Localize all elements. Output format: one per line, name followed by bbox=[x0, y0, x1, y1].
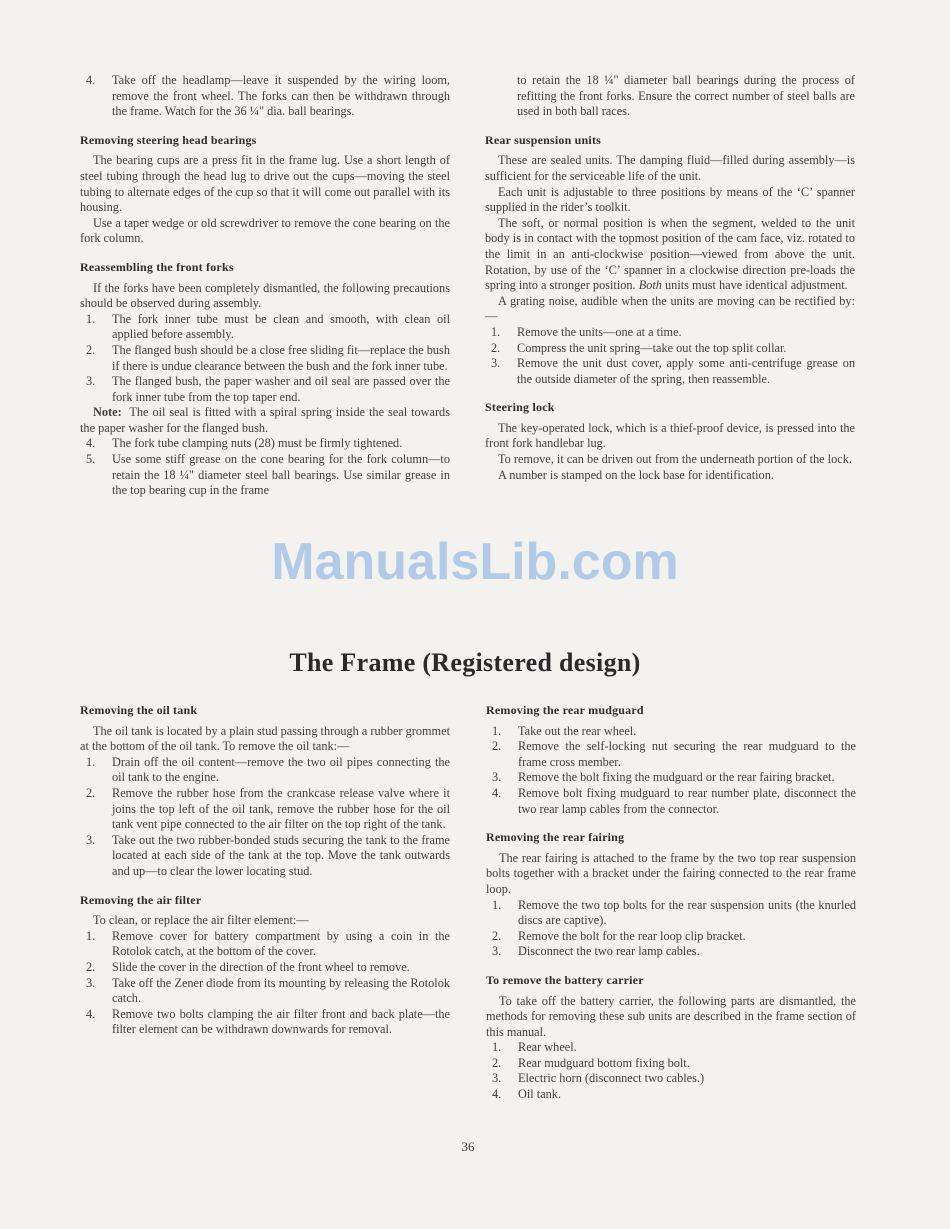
list-item bbox=[486, 724, 856, 740]
section-removing-rear-mudguard bbox=[486, 703, 856, 817]
paragraph: The rear fairing is attached to the frame by the two top rear suspension bolts together with a bracket under the fairing connected to the rear frame loop. bbox=[486, 850, 856, 896]
air-filter-steps bbox=[80, 929, 450, 1038]
item-number: 4. bbox=[86, 73, 96, 87]
section-heading: Steering lock bbox=[485, 400, 555, 415]
item-number: 3. bbox=[491, 356, 501, 371]
item-text: Oil tank. bbox=[518, 1087, 562, 1102]
item-number: 3. bbox=[86, 374, 96, 389]
item-text: Rear wheel. bbox=[518, 1040, 577, 1055]
item-number: 1. bbox=[492, 897, 502, 912]
list-item bbox=[485, 356, 855, 387]
list-item bbox=[80, 755, 450, 786]
paragraph: These are sealed units. The damping fluid—filled during assembly—is sufficient for the serviceable life of the unit. bbox=[485, 153, 855, 183]
item-text: The flanged bush, the paper washer and oil seal are passed over the fork inner tube from the top taper end. bbox=[112, 374, 450, 404]
list-item bbox=[486, 786, 856, 817]
item-number: 1. bbox=[492, 723, 502, 738]
note-label: Note: bbox=[93, 405, 122, 420]
page-number: 36 bbox=[461, 1139, 475, 1154]
paragraph: A grating noise, audible when the units are moving can be rectified by:— bbox=[485, 293, 855, 324]
list-item bbox=[80, 452, 450, 499]
section-heading: Removing the rear fairing bbox=[486, 830, 625, 845]
item-number: 4. bbox=[492, 785, 502, 800]
paragraph: The key-operated lock, which is a thief-proof device, is pressed into the front fork handlebar lug. bbox=[485, 420, 855, 451]
item-text: Take off the Zener diode from its mounting by releasing the Rotolok catch. bbox=[112, 975, 450, 1006]
note-text: The oil seal is fitted with a spiral spring inside the seal towards the paper washer for the flanged bush. bbox=[80, 405, 450, 435]
paragraph: Use a taper wedge or old screwdriver to remove the cone bearing on the fork column. bbox=[80, 215, 450, 246]
list-item bbox=[486, 1071, 856, 1087]
paragraph: The bearing cups are a press fit in the frame lug. Use a short length of steel tubing through the head lug to drive out the cups—moving the steel tubing to alternate edges of the cup so that it will come out parallel with its housing. bbox=[80, 153, 450, 215]
fork-step-list bbox=[80, 73, 450, 120]
list-item bbox=[80, 343, 450, 374]
list-item bbox=[486, 1056, 856, 1072]
item-text: Disconnect the two rear lamp cables. bbox=[518, 944, 700, 959]
item-text: Compress the unit spring—take out the top split collar. bbox=[517, 340, 787, 355]
section-heading: Reassembling the front forks bbox=[80, 259, 234, 274]
list-item bbox=[486, 898, 856, 929]
item-text: Take off the headlamp—leave it suspended by the wiring loom, remove the front wheel. The forks can then be withdrawn through the frame. Watch for the 36 ¼" dia. ball bearings. bbox=[112, 73, 450, 119]
item-number: 1. bbox=[86, 754, 96, 769]
rear-fairing-steps bbox=[486, 898, 856, 960]
watermark: ManualsLib.com bbox=[271, 533, 679, 591]
rectify-list bbox=[485, 325, 855, 387]
list-item bbox=[485, 325, 855, 341]
item-number: 2. bbox=[492, 1055, 502, 1070]
section-heading: To remove the battery carrier bbox=[486, 972, 644, 987]
paragraph: The oil tank is located by a plain stud passing through a rubber grommet at the bottom of the oil tank. To remove the oil tank:— bbox=[80, 723, 450, 754]
top-right-column bbox=[485, 73, 855, 496]
battery-carrier-parts bbox=[486, 1040, 856, 1102]
item-text: Remove cover for battery compartment by using a coin in the Rotolok catch, at the bottom of the cover. bbox=[112, 928, 450, 959]
item-number: 5. bbox=[86, 452, 96, 467]
item-text: Drain off the oil content—remove the two oil pipes connecting the oil tank to the engine. bbox=[112, 754, 450, 785]
list-item bbox=[80, 1007, 450, 1038]
text-span: The soft, or normal position is when the segment, welded to the unit body is in contact with the topmost position of the cam face, viz. rotated to the limit in an anti-clockwise position—viewed from above the unit. Rotation, by use of the ‘C’ spanner in a clockwise direction pre-loads the spring into a stronger position. bbox=[485, 215, 855, 293]
continued-text bbox=[485, 73, 855, 120]
item-text: The fork inner tube must be clean and smooth, with clean oil applied before assembly. bbox=[112, 311, 450, 342]
bottom-left-column bbox=[80, 703, 450, 1051]
item-number: 2. bbox=[492, 928, 502, 943]
item-number: 2. bbox=[86, 342, 96, 357]
precaution-list-continued bbox=[80, 436, 450, 498]
item-text: Take out the rear wheel. bbox=[518, 723, 637, 738]
section-steering-lock bbox=[485, 400, 855, 483]
precaution-list bbox=[80, 312, 450, 406]
item-text: Rear mudguard bottom fixing bolt. bbox=[518, 1055, 690, 1070]
section-heading: Rear suspension units bbox=[485, 132, 602, 147]
item-number: 2. bbox=[492, 739, 502, 754]
list-item bbox=[80, 786, 450, 833]
item-number: 2. bbox=[86, 959, 96, 974]
paragraph: Each unit is adjustable to three positions by means of the ‘C’ spanner supplied in the rider’s toolkit. bbox=[485, 184, 855, 215]
bottom-right-column bbox=[486, 703, 856, 1116]
list-item bbox=[80, 929, 450, 960]
section-heading: Removing the air filter bbox=[80, 892, 202, 907]
fork-removal-step bbox=[80, 73, 450, 120]
section-removing-rear-fairing bbox=[486, 830, 856, 960]
list-item bbox=[80, 73, 450, 120]
item-text: The fork tube clamping nuts (28) must be firmly tightened. bbox=[112, 436, 403, 451]
list-item bbox=[486, 929, 856, 945]
item-number: 2. bbox=[86, 785, 96, 800]
section-heading: Removing the rear mudguard bbox=[486, 703, 644, 717]
list-item bbox=[80, 960, 450, 976]
section-reassembling-front-forks bbox=[80, 260, 450, 499]
section-heading: Removing the oil tank bbox=[80, 703, 198, 717]
section-rear-suspension-units bbox=[485, 133, 855, 388]
item-number: 3. bbox=[86, 975, 96, 990]
item-number: 3. bbox=[86, 832, 96, 847]
item-text: Remove the bolt fixing the mudguard or the rear fairing bracket. bbox=[518, 770, 835, 785]
oil-tank-steps bbox=[80, 755, 450, 880]
item-text: Remove two bolts clamping the air filter front and back plate—the filter element can be withdrawn downwards for removal. bbox=[112, 1006, 450, 1037]
list-item bbox=[485, 341, 855, 357]
list-item bbox=[80, 312, 450, 343]
item-number: 4. bbox=[86, 436, 96, 451]
paragraph: To take off the battery carrier, the following parts are dismantled, the methods for removing these sub units are described in the frame section of this manual. bbox=[486, 993, 856, 1039]
rear-mudguard-steps bbox=[486, 724, 856, 818]
paragraph: To clean, or replace the air filter element:— bbox=[93, 913, 309, 928]
section-heading: Removing steering head bearings bbox=[80, 132, 257, 147]
item-number: 4. bbox=[492, 1087, 502, 1102]
item-text: The flanged bush should be a close free sliding fit—replace the bush if there is undue clearance between the bush and the fork inner tube. bbox=[112, 342, 450, 373]
list-item bbox=[486, 944, 856, 960]
list-item bbox=[80, 374, 450, 405]
list-item bbox=[80, 833, 450, 880]
item-text: Electric horn (disconnect two cables.) bbox=[518, 1071, 705, 1086]
list-item bbox=[486, 1087, 856, 1103]
paragraph: A number is stamped on the lock base for identification. bbox=[498, 467, 774, 482]
item-number: 1. bbox=[492, 1040, 502, 1055]
item-number: 3. bbox=[492, 1071, 502, 1086]
item-text: Remove bolt fixing mudguard to rear number plate, disconnect the two rear lamp cables from the connector. bbox=[518, 785, 856, 816]
paragraph: To remove, it can be driven out from the underneath portion of the lock. bbox=[498, 452, 852, 467]
item-text: Remove the two top bolts for the rear suspension units (the knurled discs are captive). bbox=[518, 897, 856, 928]
section-removing-oil-tank bbox=[80, 703, 450, 880]
page-title: The Frame (Registered design) bbox=[289, 648, 641, 677]
item-number: 2. bbox=[491, 340, 501, 355]
paragraph bbox=[485, 216, 855, 294]
list-item bbox=[486, 739, 856, 770]
paragraph: If the forks have been completely dismantled, the following precautions should be observed during assembly. bbox=[80, 280, 450, 311]
section-steering-head-bearings bbox=[80, 133, 450, 247]
list-item bbox=[486, 1040, 856, 1056]
item-number: 1. bbox=[491, 324, 501, 339]
item-text: Remove the unit dust cover, apply some anti-centrifuge grease on the outside diameter of the spring, then reassemble. bbox=[517, 356, 855, 386]
item-number: 3. bbox=[492, 770, 502, 785]
item-number: 4. bbox=[86, 1006, 96, 1021]
list-item bbox=[80, 436, 450, 452]
list-item bbox=[80, 976, 450, 1007]
item-text: Remove the rubber hose from the crankcase release valve where it joins the top left of the oil tank, remove the rubber hose for the oil tank vent pipe connected to the air filter on the top right of the tank. bbox=[112, 785, 450, 832]
section-remove-battery-carrier bbox=[486, 973, 856, 1103]
item-text: Use some stiff grease on the cone bearing for the fork column—to retain the 18 ¼" diameter steel ball bearings. Use similar grease in the top bearing cup in the frame bbox=[112, 452, 450, 498]
top-left-column bbox=[80, 73, 450, 512]
item-text: Remove the self-locking nut securing the rear mudguard to the frame cross member. bbox=[518, 739, 856, 769]
item-number: 1. bbox=[86, 928, 96, 943]
list-item bbox=[486, 770, 856, 786]
emphasis: Both bbox=[638, 278, 662, 293]
item-text: Slide the cover in the direction of the front wheel to remove. bbox=[112, 959, 410, 974]
text-span: units must have identical adjustment. bbox=[665, 278, 848, 293]
note-paragraph bbox=[80, 405, 450, 436]
item-number: 1. bbox=[86, 311, 96, 326]
item-text: Remove the bolt for the rear loop clip bracket. bbox=[518, 928, 746, 943]
item-text: Take out the two rubber-bonded studs securing the tank to the frame located at each side of the tank at the top. Move the tank outwards and up—to clear the lower locating stud. bbox=[112, 832, 450, 878]
item-text: Remove the units—one at a time. bbox=[517, 324, 682, 339]
section-removing-air-filter bbox=[80, 893, 450, 1038]
paragraph: to retain the 18 ¼" diameter ball bearings during the process of refitting the front forks. Ensure the correct number of steel balls are used in both ball races. bbox=[517, 73, 855, 119]
item-number: 3. bbox=[492, 944, 502, 959]
